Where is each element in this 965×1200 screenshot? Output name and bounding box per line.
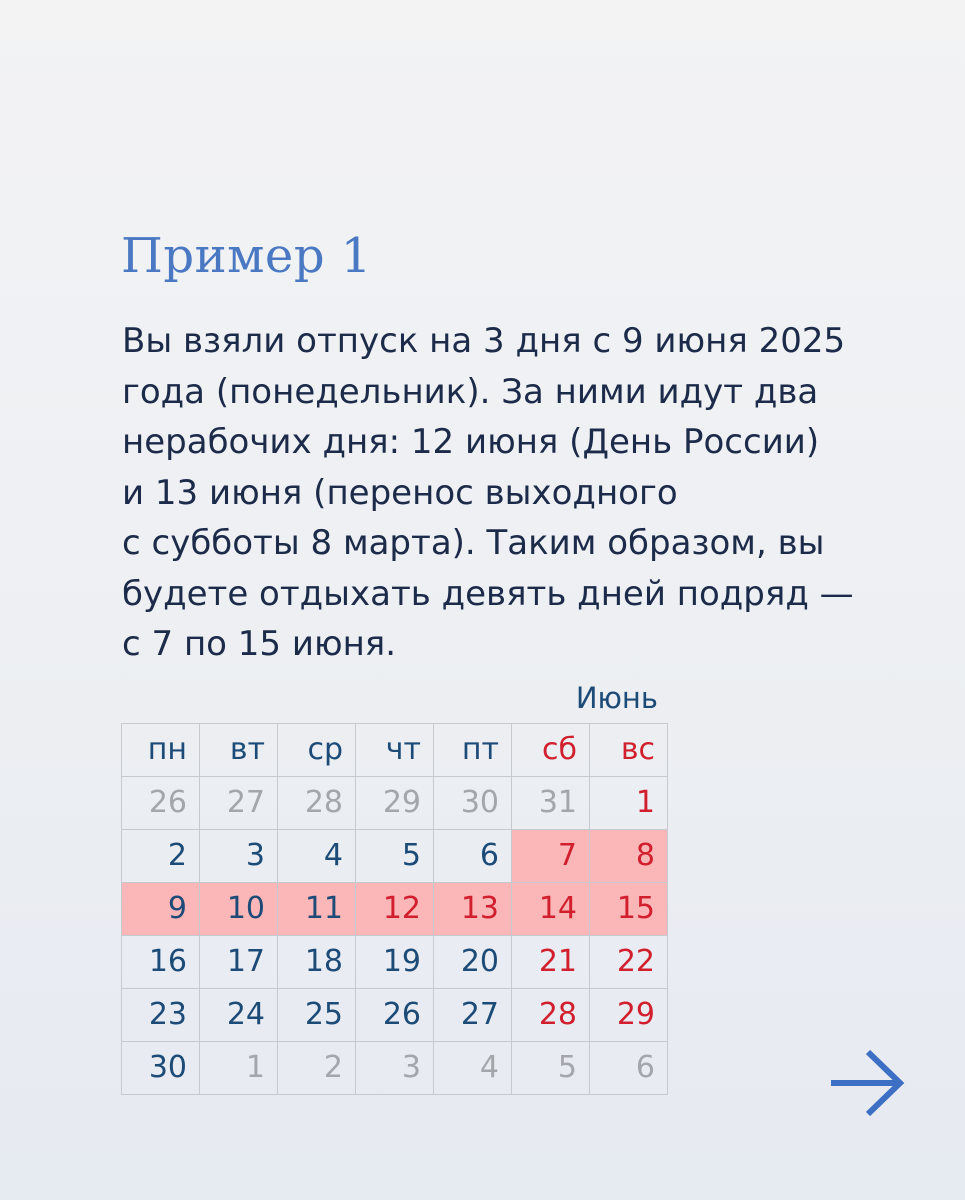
weekday-header: пт: [434, 724, 512, 777]
calendar-week-row: [122, 830, 668, 883]
calendar-day: 3: [356, 1042, 434, 1095]
calendar-day-highlighted: 15: [590, 883, 668, 936]
calendar-day-highlighted: 11: [278, 883, 356, 936]
calendar-day: 17: [200, 936, 278, 989]
calendar-day: 6: [590, 1042, 668, 1095]
calendar-table: [121, 723, 668, 1095]
calendar-day: 29: [356, 777, 434, 830]
calendar-day: 2: [122, 830, 200, 883]
calendar-day: 21: [512, 936, 590, 989]
calendar-weekday-row: [122, 724, 668, 777]
calendar-day-highlighted: 12: [356, 883, 434, 936]
weekday-header: пн: [122, 724, 200, 777]
body-line: нерабочих дня: 12 июня (День России): [122, 422, 820, 462]
calendar-month-label: Июнь: [575, 681, 658, 715]
calendar-day: 27: [434, 989, 512, 1042]
calendar-day: 16: [122, 936, 200, 989]
calendar-day: 5: [512, 1042, 590, 1095]
calendar-day-highlighted: 14: [512, 883, 590, 936]
calendar-day-highlighted: 13: [434, 883, 512, 936]
calendar-week-row: [122, 1042, 668, 1095]
calendar-day: 31: [512, 777, 590, 830]
calendar-day: 5: [356, 830, 434, 883]
calendar-day: 29: [590, 989, 668, 1042]
calendar-day: 28: [278, 777, 356, 830]
page-title: Пример 1: [121, 228, 372, 284]
calendar-day: 28: [512, 989, 590, 1042]
calendar-day: 22: [590, 936, 668, 989]
calendar-day: 25: [278, 989, 356, 1042]
calendar-day-highlighted: 8: [590, 830, 668, 883]
calendar-day: 6: [434, 830, 512, 883]
weekday-header: чт: [356, 724, 434, 777]
body-paragraph: [122, 316, 922, 670]
body-line: года (понедельник). За ними идут два: [122, 371, 819, 412]
calendar-day-highlighted: 7: [512, 830, 590, 883]
calendar-week-row: [122, 936, 668, 989]
body-line: Вы взяли отпуск на 3 дня с 9 июня 2025: [122, 321, 846, 361]
calendar-day-highlighted: 9: [122, 883, 200, 936]
body-line: с субботы 8 марта). Таким образом, вы: [122, 523, 825, 563]
weekday-header: сб: [512, 724, 590, 777]
arrow-right-icon[interactable]: [828, 1048, 906, 1118]
body-line: с 7 по 15 июня.: [122, 624, 397, 664]
calendar-day: 19: [356, 936, 434, 989]
calendar-week-row: [122, 777, 668, 830]
calendar-week-row: [122, 883, 668, 936]
calendar-day: 4: [278, 830, 356, 883]
calendar-day: 30: [434, 777, 512, 830]
calendar-day: 20: [434, 936, 512, 989]
calendar-week-row: [122, 989, 668, 1042]
calendar-day: 1: [200, 1042, 278, 1095]
calendar-day-highlighted: 10: [200, 883, 278, 936]
calendar-day: 2: [278, 1042, 356, 1095]
calendar-day: 26: [122, 777, 200, 830]
calendar-day: 18: [278, 936, 356, 989]
calendar-day: 26: [356, 989, 434, 1042]
calendar-day: 1: [590, 777, 668, 830]
calendar-day: 24: [200, 989, 278, 1042]
calendar-day: 23: [122, 989, 200, 1042]
body-line: будете отдыхать девять дней подряд —: [122, 573, 854, 614]
body-line: и 13 июня (перенос выходного: [122, 472, 678, 513]
calendar-day: 30: [122, 1042, 200, 1095]
weekday-header: ср: [278, 724, 356, 777]
weekday-header: вс: [590, 724, 668, 777]
calendar-day: 27: [200, 777, 278, 830]
calendar-day: 3: [200, 830, 278, 883]
weekday-header: вт: [200, 724, 278, 777]
calendar-day: 4: [434, 1042, 512, 1095]
